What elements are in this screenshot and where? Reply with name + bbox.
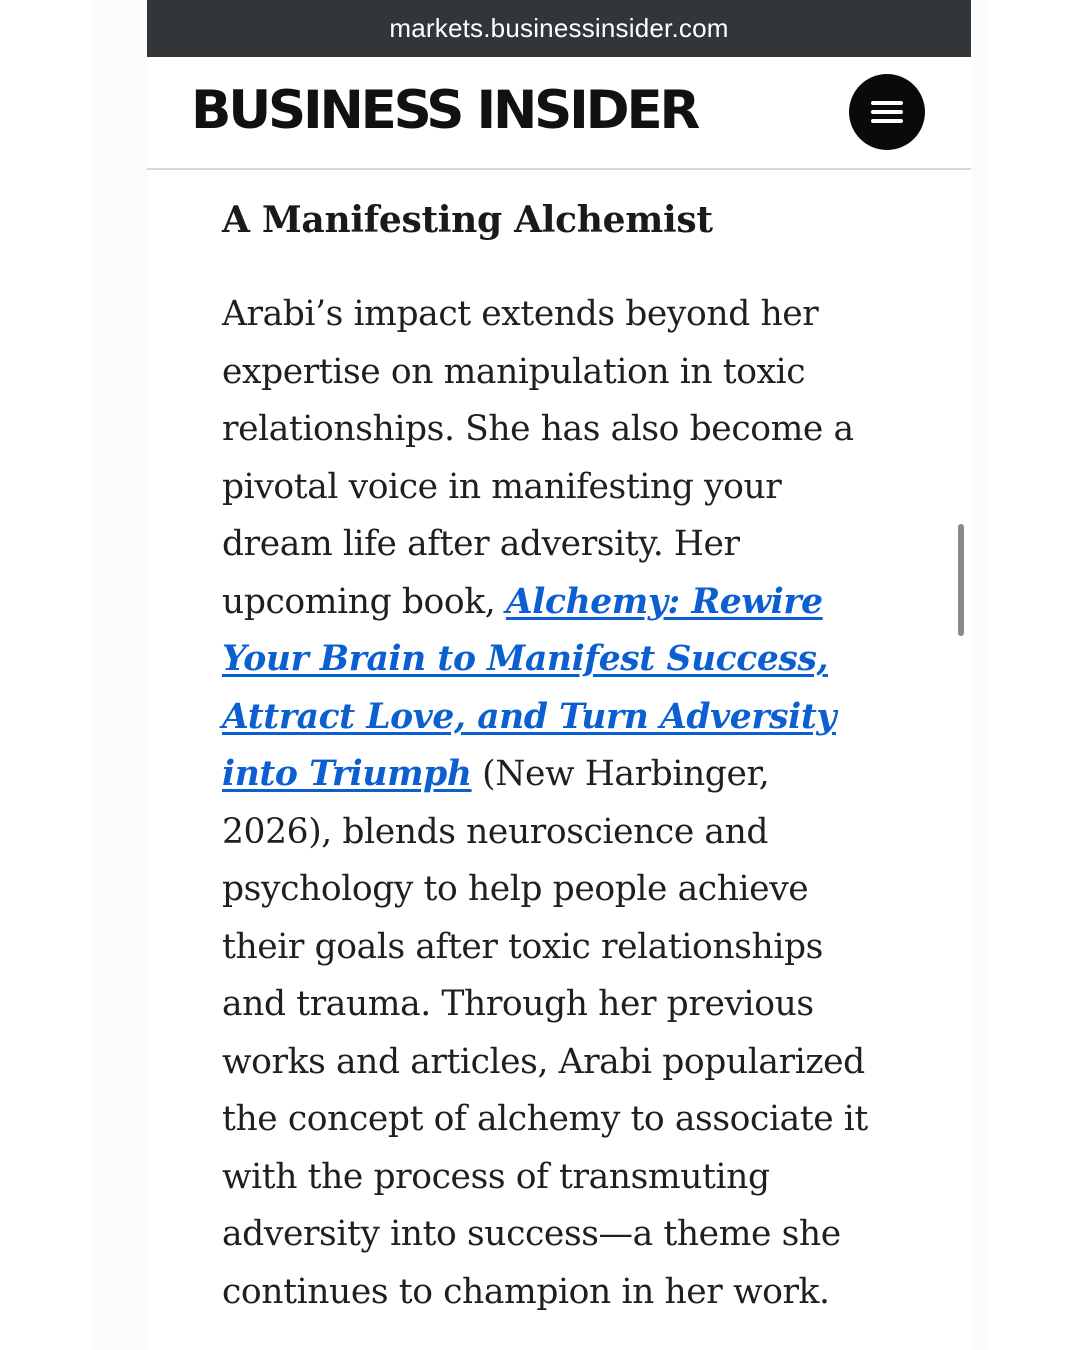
paragraph-line: continues to champion in her work. bbox=[222, 1271, 830, 1312]
paragraph-line bbox=[222, 746, 922, 804]
book-title-link[interactable]: into Triumph bbox=[222, 754, 472, 794]
paragraph-line bbox=[222, 574, 922, 632]
paragraph-line: dream life after adversity. Her bbox=[222, 524, 740, 564]
publisher-text: (New Harbinger, bbox=[471, 754, 770, 794]
paragraph-line: relationships. She has also become a bbox=[222, 409, 854, 449]
link-intro-text: upcoming book, bbox=[222, 581, 506, 622]
book-title-link[interactable]: Attract Love, and Turn Adversity bbox=[222, 696, 837, 737]
business-insider-logo[interactable]: BUSINESS INSIDER bbox=[191, 80, 698, 141]
browser-viewport bbox=[147, 0, 971, 1350]
paragraph-line: Arabi’s impact extends beyond her bbox=[222, 294, 819, 334]
scrollbar-thumb[interactable] bbox=[958, 524, 964, 636]
site-header bbox=[147, 57, 971, 170]
hamburger-menu-icon bbox=[871, 101, 903, 123]
article-body bbox=[222, 190, 922, 1312]
paragraph-line bbox=[222, 689, 922, 747]
paragraph-line: psychology to help people achieve bbox=[222, 869, 809, 909]
book-title-link[interactable]: Your Brain to Manifest Success, bbox=[222, 639, 829, 679]
address-bar[interactable] bbox=[147, 0, 971, 57]
paragraph-line: works and articles, Arabi popularized bbox=[222, 1041, 865, 1082]
paragraph-line: expertise on manipulation in toxic bbox=[222, 351, 806, 392]
paragraph-line: their goals after toxic relationships bbox=[222, 926, 823, 967]
url-text[interactable]: markets.businessinsider.com bbox=[389, 13, 729, 43]
paragraph-line: the concept of alchemy to associate it bbox=[222, 1099, 868, 1139]
paragraph-line: adversity into success—a theme she bbox=[222, 1214, 841, 1254]
paragraph-line: pivotal voice in manifesting your bbox=[222, 466, 782, 507]
paragraph-line: and trauma. Through her previous bbox=[222, 984, 814, 1024]
book-title-link[interactable]: Alchemy: Rewire bbox=[505, 581, 823, 622]
paragraph-line: 2026), blends neuroscience and bbox=[222, 811, 769, 852]
menu-button[interactable] bbox=[849, 74, 925, 150]
article-paragraph bbox=[222, 286, 922, 1321]
paragraph-line bbox=[222, 631, 922, 689]
paragraph-line: with the process of transmuting bbox=[222, 1156, 770, 1197]
section-heading: A Manifesting Alchemist bbox=[222, 199, 713, 241]
